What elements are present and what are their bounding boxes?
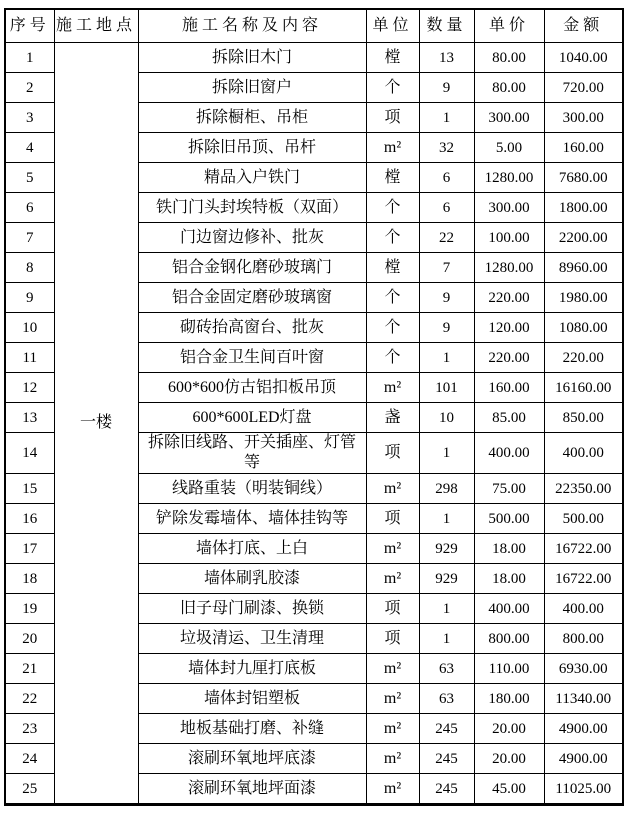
unit-price-cell: 160.00 xyxy=(474,373,544,403)
location-merged-cell: 一楼 xyxy=(54,43,138,805)
work-name-cell: 拆除橱柜、吊柜 xyxy=(138,103,366,133)
unit-price-cell: 220.00 xyxy=(474,343,544,373)
amount-cell: 11025.00 xyxy=(544,774,623,805)
serial-number-cell: 25 xyxy=(5,774,54,805)
amount-cell: 300.00 xyxy=(544,103,623,133)
amount-cell: 500.00 xyxy=(544,504,623,534)
work-name-cell: 铝合金钢化磨砂玻璃门 xyxy=(138,253,366,283)
unit-price-cell: 800.00 xyxy=(474,624,544,654)
unit-cell: 个 xyxy=(366,223,419,253)
unit-cell: m² xyxy=(366,534,419,564)
construction-quote-sheet xyxy=(4,8,624,806)
serial-number-cell: 9 xyxy=(5,283,54,313)
unit-cell: 项 xyxy=(366,504,419,534)
amount-cell: 1080.00 xyxy=(544,313,623,343)
unit-price-cell: 300.00 xyxy=(474,103,544,133)
quantity-cell: 10 xyxy=(419,403,474,433)
unit-price-cell: 100.00 xyxy=(474,223,544,253)
unit-price-cell: 5.00 xyxy=(474,133,544,163)
work-name-cell: 墙体刷乳胶漆 xyxy=(138,564,366,594)
quantity-cell: 9 xyxy=(419,283,474,313)
unit-price-cell: 400.00 xyxy=(474,433,544,474)
header-row xyxy=(5,9,623,43)
work-name-cell: 铁门门头封埃特板（双面） xyxy=(138,193,366,223)
unit-cell: m² xyxy=(366,684,419,714)
unit-price-cell: 110.00 xyxy=(474,654,544,684)
unit-price-cell: 85.00 xyxy=(474,403,544,433)
unit-cell: m² xyxy=(366,474,419,504)
quantity-cell: 1 xyxy=(419,594,474,624)
quantity-cell: 1 xyxy=(419,343,474,373)
quantity-cell: 1 xyxy=(419,624,474,654)
unit-cell: 樘 xyxy=(366,253,419,283)
unit-price-cell: 45.00 xyxy=(474,774,544,805)
work-name-cell: 滚刷环氧地坪底漆 xyxy=(138,744,366,774)
work-name-cell: 铝合金固定磨砂玻璃窗 xyxy=(138,283,366,313)
header-amount: 金额 xyxy=(544,9,623,43)
quantity-cell: 6 xyxy=(419,193,474,223)
unit-price-cell: 80.00 xyxy=(474,73,544,103)
work-name-cell: 墙体打底、上白 xyxy=(138,534,366,564)
quantity-cell: 22 xyxy=(419,223,474,253)
amount-cell: 1040.00 xyxy=(544,43,623,73)
unit-price-cell: 1280.00 xyxy=(474,253,544,283)
work-items-body xyxy=(5,43,623,805)
serial-number-cell: 11 xyxy=(5,343,54,373)
amount-cell: 8960.00 xyxy=(544,253,623,283)
work-name-cell: 墙体封铝塑板 xyxy=(138,684,366,714)
quantity-cell: 13 xyxy=(419,43,474,73)
unit-price-cell: 20.00 xyxy=(474,744,544,774)
unit-price-cell: 500.00 xyxy=(474,504,544,534)
quantity-cell: 101 xyxy=(419,373,474,403)
quantity-cell: 6 xyxy=(419,163,474,193)
amount-cell: 160.00 xyxy=(544,133,623,163)
unit-cell: m² xyxy=(366,714,419,744)
unit-price-cell: 18.00 xyxy=(474,564,544,594)
amount-cell: 400.00 xyxy=(544,433,623,474)
unit-price-cell: 220.00 xyxy=(474,283,544,313)
unit-price-cell: 1280.00 xyxy=(474,163,544,193)
quantity-cell: 1 xyxy=(419,433,474,474)
serial-number-cell: 23 xyxy=(5,714,54,744)
quantity-cell: 7 xyxy=(419,253,474,283)
work-name-cell: 拆除旧窗户 xyxy=(138,73,366,103)
unit-price-cell: 80.00 xyxy=(474,43,544,73)
serial-number-cell: 15 xyxy=(5,474,54,504)
amount-cell: 1800.00 xyxy=(544,193,623,223)
unit-cell: m² xyxy=(366,564,419,594)
header-location: 施工地点 xyxy=(54,9,138,43)
unit-price-cell: 180.00 xyxy=(474,684,544,714)
quantity-cell: 1 xyxy=(419,504,474,534)
table-row xyxy=(5,43,623,73)
quantity-cell: 63 xyxy=(419,684,474,714)
serial-number-cell: 16 xyxy=(5,504,54,534)
quantity-cell: 63 xyxy=(419,654,474,684)
amount-cell: 850.00 xyxy=(544,403,623,433)
work-name-cell: 地板基础打磨、补缝 xyxy=(138,714,366,744)
unit-cell: 项 xyxy=(366,624,419,654)
work-name-cell: 旧子母门刷漆、换锁 xyxy=(138,594,366,624)
quantity-cell: 298 xyxy=(419,474,474,504)
unit-price-cell: 75.00 xyxy=(474,474,544,504)
header-work-name: 施工名称及内容 xyxy=(138,9,366,43)
serial-number-cell: 3 xyxy=(5,103,54,133)
quantity-cell: 929 xyxy=(419,564,474,594)
amount-cell: 4900.00 xyxy=(544,714,623,744)
quantity-cell: 9 xyxy=(419,313,474,343)
unit-cell: m² xyxy=(366,744,419,774)
serial-number-cell: 19 xyxy=(5,594,54,624)
amount-cell: 2200.00 xyxy=(544,223,623,253)
unit-cell: 个 xyxy=(366,193,419,223)
unit-cell: 个 xyxy=(366,73,419,103)
quantity-cell: 929 xyxy=(419,534,474,564)
quantity-cell: 245 xyxy=(419,744,474,774)
serial-number-cell: 5 xyxy=(5,163,54,193)
unit-price-cell: 120.00 xyxy=(474,313,544,343)
amount-cell: 7680.00 xyxy=(544,163,623,193)
header-serial-number: 序号 xyxy=(5,9,54,43)
serial-number-cell: 13 xyxy=(5,403,54,433)
unit-price-cell: 18.00 xyxy=(474,534,544,564)
serial-number-cell: 22 xyxy=(5,684,54,714)
unit-price-cell: 400.00 xyxy=(474,594,544,624)
amount-cell: 220.00 xyxy=(544,343,623,373)
work-name-cell: 600*600仿古铝扣板吊顶 xyxy=(138,373,366,403)
unit-cell: m² xyxy=(366,654,419,684)
serial-number-cell: 10 xyxy=(5,313,54,343)
work-name-cell: 墙体封九厘打底板 xyxy=(138,654,366,684)
quantity-cell: 1 xyxy=(419,103,474,133)
work-name-cell: 垃圾清运、卫生清理 xyxy=(138,624,366,654)
work-name-cell: 砌砖抬高窗台、批灰 xyxy=(138,313,366,343)
serial-number-cell: 18 xyxy=(5,564,54,594)
unit-price-cell: 300.00 xyxy=(474,193,544,223)
unit-price-cell: 20.00 xyxy=(474,714,544,744)
work-name-cell: 铲除发霉墙体、墙体挂钩等 xyxy=(138,504,366,534)
amount-cell: 16160.00 xyxy=(544,373,623,403)
serial-number-cell: 4 xyxy=(5,133,54,163)
quantity-cell: 32 xyxy=(419,133,474,163)
unit-cell: 个 xyxy=(366,283,419,313)
serial-number-cell: 6 xyxy=(5,193,54,223)
serial-number-cell: 2 xyxy=(5,73,54,103)
header-unit-price: 单价 xyxy=(474,9,544,43)
serial-number-cell: 8 xyxy=(5,253,54,283)
header-unit: 单位 xyxy=(366,9,419,43)
work-name-cell: 拆除旧木门 xyxy=(138,43,366,73)
quantity-cell: 245 xyxy=(419,774,474,805)
serial-number-cell: 21 xyxy=(5,654,54,684)
unit-cell: 个 xyxy=(366,343,419,373)
serial-number-cell: 17 xyxy=(5,534,54,564)
serial-number-cell: 24 xyxy=(5,744,54,774)
work-name-cell: 滚刷环氧地坪面漆 xyxy=(138,774,366,805)
unit-cell: m² xyxy=(366,373,419,403)
work-name-cell: 门边窗边修补、批灰 xyxy=(138,223,366,253)
unit-cell: 樘 xyxy=(366,163,419,193)
quantity-cell: 9 xyxy=(419,73,474,103)
amount-cell: 6930.00 xyxy=(544,654,623,684)
serial-number-cell: 1 xyxy=(5,43,54,73)
unit-cell: 盏 xyxy=(366,403,419,433)
serial-number-cell: 7 xyxy=(5,223,54,253)
work-name-cell: 铝合金卫生间百叶窗 xyxy=(138,343,366,373)
amount-cell: 16722.00 xyxy=(544,534,623,564)
amount-cell: 11340.00 xyxy=(544,684,623,714)
construction-quote-table xyxy=(4,8,624,806)
unit-cell: 樘 xyxy=(366,43,419,73)
serial-number-cell: 14 xyxy=(5,433,54,474)
work-name-cell: 线路重装（明装铜线） xyxy=(138,474,366,504)
work-name-cell: 精品入户铁门 xyxy=(138,163,366,193)
amount-cell: 400.00 xyxy=(544,594,623,624)
amount-cell: 16722.00 xyxy=(544,564,623,594)
work-name-cell: 拆除旧吊顶、吊杆 xyxy=(138,133,366,163)
amount-cell: 720.00 xyxy=(544,73,623,103)
work-name-cell: 拆除旧线路、开关插座、灯管等 xyxy=(138,433,366,474)
unit-cell: m² xyxy=(366,774,419,805)
amount-cell: 22350.00 xyxy=(544,474,623,504)
unit-cell: 项 xyxy=(366,594,419,624)
amount-cell: 4900.00 xyxy=(544,744,623,774)
unit-cell: 项 xyxy=(366,103,419,133)
header-quantity: 数量 xyxy=(419,9,474,43)
unit-cell: 项 xyxy=(366,433,419,474)
amount-cell: 800.00 xyxy=(544,624,623,654)
unit-cell: m² xyxy=(366,133,419,163)
amount-cell: 1980.00 xyxy=(544,283,623,313)
unit-cell: 个 xyxy=(366,313,419,343)
serial-number-cell: 12 xyxy=(5,373,54,403)
quantity-cell: 245 xyxy=(419,714,474,744)
serial-number-cell: 20 xyxy=(5,624,54,654)
work-name-cell: 600*600LED灯盘 xyxy=(138,403,366,433)
